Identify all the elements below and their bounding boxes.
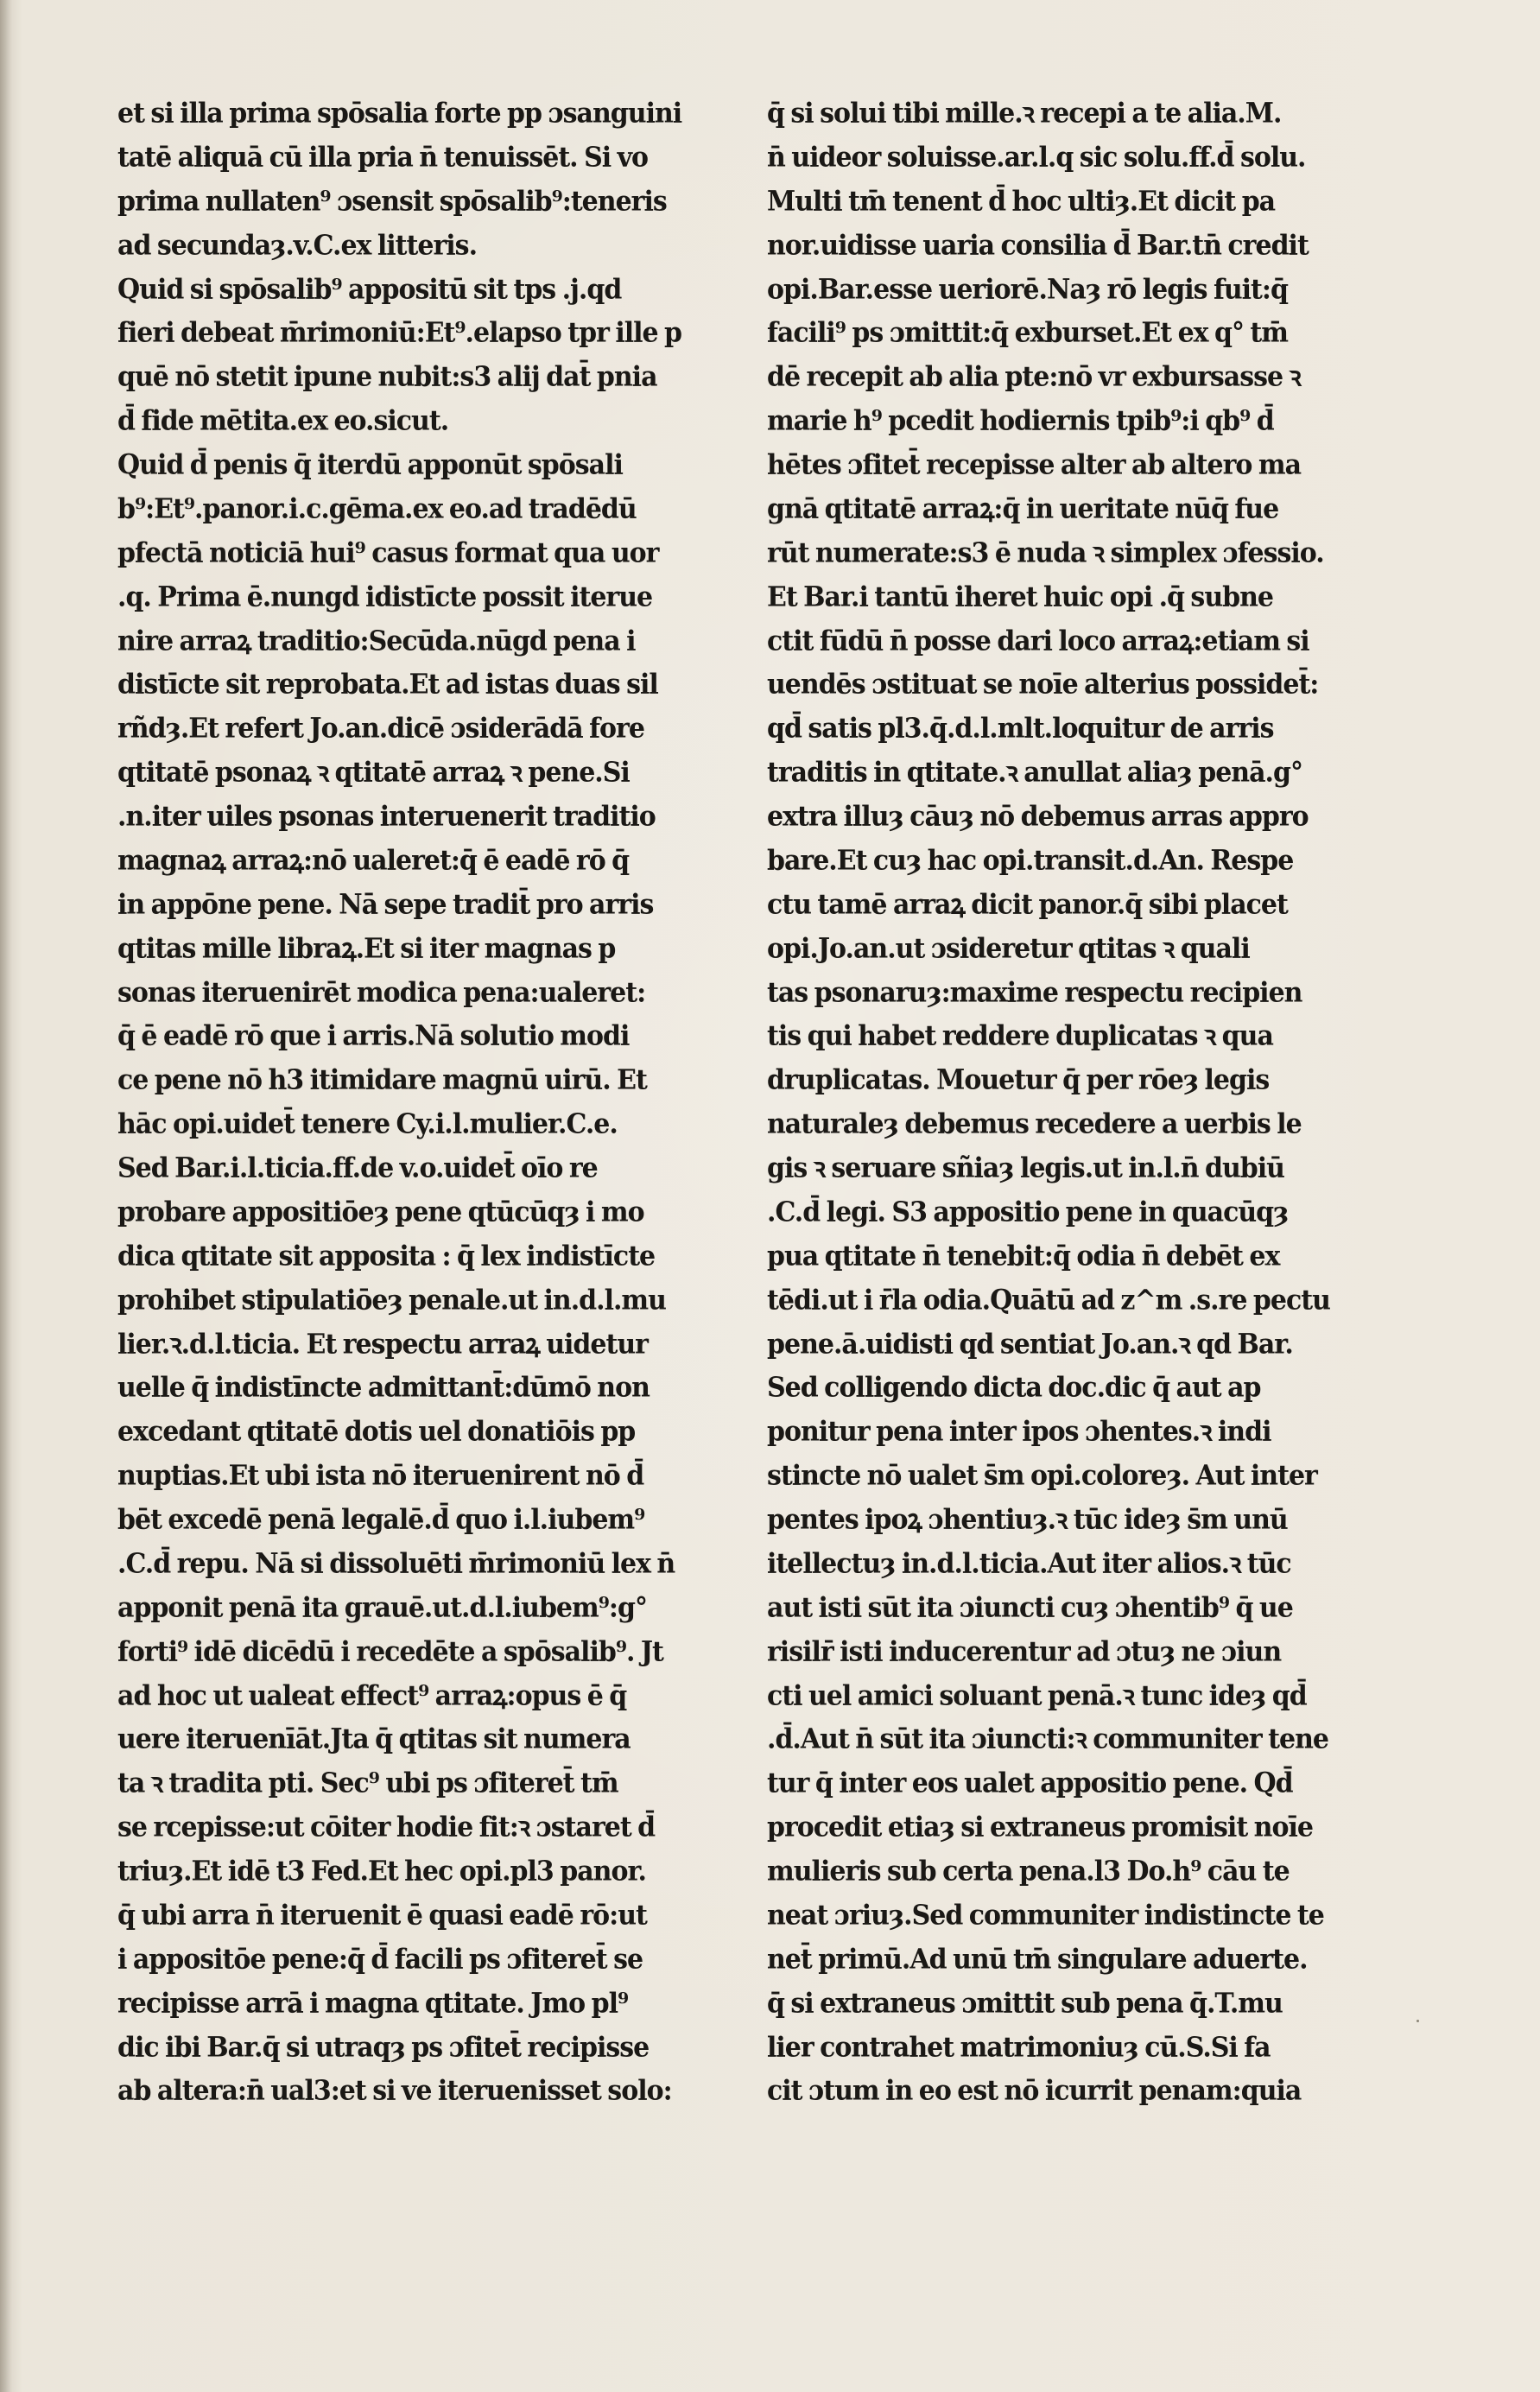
text-line: ponitur pena inter ipos ɔhentes.ꝛ indi <box>767 1416 1271 1449</box>
text-line: gnā qtitatē arraꝝ:q̄ in ueritate nūq̄ fue <box>767 492 1279 525</box>
text-line: nor.uidisse uaria consilia d̄ Bar.tn̄ credit <box>767 229 1309 262</box>
text-line: qtitas mille libraꝝ.Et si iter magnas p <box>117 932 616 965</box>
text-line: pene.ā.uidisti qd sentiat Jo.an.ꝛ qd Bar. <box>767 1328 1293 1361</box>
text-line: sonas iteruenirēt modica pena:ualeret: <box>117 976 646 1009</box>
text-line: .n.iter uiles psonas interuenerit traditio <box>117 801 656 833</box>
text-line: pentes ipoꝝ ɔhentiuȝ.ꝛ tūc ideȝ s̄m unū <box>767 1504 1288 1536</box>
text-line: ta ꝛ tradita pti. Sec⁹ ubi ps ɔfiteret̄ tm̄ <box>117 1767 618 1800</box>
text-line: dic ibi Bar.q̄ si utraqȝ ps ɔfitet̄ recipisse <box>117 2031 650 2064</box>
text-line: extra illuȝ cāuȝ nō debemus arras appro <box>767 801 1309 833</box>
text-line: opi.Bar.esse ueriorē.Naȝ rō legis fuit:q̄ <box>767 273 1288 306</box>
text-line: cit ɔtum in eo est nō icurrit penam:quia <box>767 2075 1302 2108</box>
text-line: magnaꝝ arraꝝ:nō ualeret:q̄ ē eadē rō q̄ <box>117 844 630 877</box>
text-line: aut isti sūt ita ɔiuncti cuȝ ɔhentib⁹ q̄ ue <box>767 1591 1293 1624</box>
text-line: quē nō stetit ipune nubit:s3 alij dat̄ pnia <box>117 361 657 394</box>
text-line: tatē aliquā cū illa pria n̄ tenuissēt. Si vo <box>117 141 649 174</box>
text-line: .C.d̄ legi. S3 appositio pene in quacūqȝ <box>767 1196 1289 1228</box>
text-line: Et Bar.i tantū iheret huic opi .q̄ subne <box>767 581 1274 613</box>
text-line: rūt numerate:s3 ē nuda ꝛ simplex ɔfessio. <box>767 536 1324 569</box>
text-line: pua qtitate n̄ tenebit:q̄ odia n̄ debēt ex <box>767 1240 1280 1272</box>
text-line: distīcte sit reprobata.Et ad istas duas sil <box>117 669 658 701</box>
text-line: facili⁹ ps ɔmittit:q̄ exburset.Et ex q° tm̄ <box>767 317 1289 350</box>
text-line: ctu tamē arraꝝ dicit panor.q̄ sibi placet <box>767 888 1288 921</box>
text-line: net̄ primū.Ad unū tm̄ singulare aduerte. <box>767 1943 1308 1976</box>
text-line: probare appositiōeȝ pene qtūcūqȝ i mo <box>117 1196 644 1228</box>
text-line: qd̄ satis pl3.q̄.d.l.mlt.loquitur de arris <box>767 713 1274 746</box>
text-line: neat ɔriuȝ.Sed communiter indistincte te <box>767 1899 1324 1932</box>
text-line: itellectuȝ in.d.l.ticia.Aut iter alios.ꝛ tūc <box>767 1547 1291 1580</box>
text-line: lier.ꝛ.d.l.ticia. Et respectu arraꝝ uidetur <box>117 1328 648 1361</box>
text-line: bare.Et cuȝ hac opi.transit.d.An. Respe <box>767 844 1294 877</box>
text-line: mulieris sub certa pena.l3 Do.h⁹ cāu te <box>767 1856 1290 1888</box>
text-line: lier contrahet matrimoniuȝ cū.S.Si fa <box>767 2031 1271 2064</box>
text-line: nuptias.Et ubi ista nō iteruenirent nō d̄ <box>117 1460 644 1492</box>
text-line: forti⁹ idē dicēdū i recedēte a spōsalib⁹. Jt <box>117 1635 663 1668</box>
text-line: qtitatē psonaꝝ ꝛ qtitatē arraꝝ ꝛ pene.Si <box>117 757 630 789</box>
text-line: stincte nō ualet s̄m opi.coloreȝ. Aut inter <box>767 1460 1317 1492</box>
text-line: uendēs ɔstituat se noīe alterius possidet̄: <box>767 669 1319 701</box>
text-line: rñdȝ.Et refert Jo.an.dicē ɔsiderādā fore <box>117 713 644 746</box>
text-line: hāc opi.uidet̄ tenere Cy.i.l.mulier.C.e. <box>117 1108 618 1140</box>
text-line: ad hoc ut ualeat effect⁹ arraꝝ:opus ē q̄ <box>117 1679 627 1712</box>
text-line: hētes ɔfitet̄ recepisse alter ab altero ma <box>767 449 1302 481</box>
text-line: bēt excedē penā legalē.d̄ quo i.l.iubem⁹ <box>117 1504 645 1536</box>
text-line: .C.d̄ repu. Nā si dissoluēti m̄rimoniū lex n̄ <box>117 1547 675 1580</box>
text-line: d̄ fide mētita.ex eo.sicut. <box>117 405 449 437</box>
text-line: b⁹:Et⁹.panor.i.c.gēma.ex eo.ad tradēdū <box>117 492 637 525</box>
text-line: Sed colligendo dicta doc.dic q̄ aut ap <box>767 1372 1261 1405</box>
text-line: et si illa prima spōsalia forte pp ɔsanguini <box>117 98 682 130</box>
text-line: q̄ si solui tibi mille.ꝛ recepi a te alia.M. <box>767 98 1282 130</box>
text-line: i appositōe pene:q̄ d̄ facili ps ɔfiteret̄ se <box>117 1943 643 1976</box>
text-line: ab altera:n̄ ual3:et si ve iteruenisset solo: <box>117 2075 672 2108</box>
text-line: uelle q̄ indistīncte admittant̄:dūmō non <box>117 1372 650 1405</box>
binding-shadow <box>0 0 12 2392</box>
text-line: risilr̄ isti inducerentur ad ɔtuȝ ne ɔiun <box>767 1635 1282 1668</box>
text-line: marie h⁹ pcedit hodiernis tpib⁹:i qb⁹ d̄ <box>767 405 1274 437</box>
text-line: tas psonaruȝ:maxime respectu recipien <box>767 976 1302 1009</box>
text-line: recipisse arrā i magna qtitate. Jmo pl⁹ <box>117 1987 629 2020</box>
text-line: traditis in qtitate.ꝛ anullat aliaȝ penā.g° <box>767 757 1302 789</box>
text-line: tis qui habet reddere duplicatas ꝛ qua <box>767 1020 1273 1053</box>
text-line: pfectā noticiā hui⁹ casus format qua uor <box>117 536 659 569</box>
text-line: cti uel amici soluant penā.ꝛ tunc ideȝ qd̄ <box>767 1679 1307 1712</box>
text-line: gis ꝛ seruare sñiaȝ legis.ut in.l.n̄ dubiū <box>767 1152 1284 1184</box>
text-line: .d̄.Aut n̄ sūt ita ɔiuncti:ꝛ communiter tene <box>767 1723 1329 1756</box>
text-line: se rcepisse:ut cōiter hodie fit:ꝛ ɔstaret d̄ <box>117 1811 656 1843</box>
text-line: dē recepit ab alia pte:nō vr exbursasse ꝛ <box>767 361 1301 394</box>
text-line: q̄ si extraneus ɔmittit sub pena q̄.T.mu <box>767 1987 1283 2020</box>
text-line: nire arraꝝ traditio:Secūda.nūgd pena i <box>117 625 636 657</box>
left-column <box>117 97 732 2110</box>
text-line: .q. Prima ē.nungd idistīcte possit iterue <box>117 581 653 613</box>
text-line: n̄ uideor soluisse.ar.l.q sic solu.ff.d̄ solu. <box>767 141 1306 174</box>
text-line: dica qtitate sit apposita : q̄ lex indistīcte <box>117 1240 656 1272</box>
text-line: apponit penā ita grauē.ut.d.l.iubem⁹:g° <box>117 1591 647 1624</box>
text-line: naturaleȝ debemus recedere a uerbis le <box>767 1108 1302 1140</box>
text-line: uere iteruenīāt.Jta q̄ qtitas sit numera <box>117 1723 631 1756</box>
text-line: opi.Jo.an.ut ɔsideretur qtitas ꝛ quali <box>767 932 1250 965</box>
text-line: tēdi.ut i r̄la odia.Quātū ad z^m .s.re pectu <box>767 1284 1330 1317</box>
text-line: Quid si spōsalib⁹ appositū sit tps .j.qd <box>117 273 622 306</box>
text-line: Quid d̄ penis q̄ iterdū apponūt spōsali <box>117 449 623 481</box>
right-column <box>767 97 1382 2110</box>
text-line: excedant qtitatē dotis uel donatiōis pp <box>117 1416 636 1449</box>
text-line: prohibet stipulatiōeȝ penale.ut in.d.l.mu <box>117 1284 666 1317</box>
text-line: q̄ ubi arra n̄ iteruenit ē quasi eadē rō:ut <box>117 1899 647 1932</box>
text-line: druplicatas. Mouetur q̄ per rōeȝ legis <box>767 1064 1270 1097</box>
text-line: q̄ ē eadē rō que i arris.Nā solutio modi <box>117 1020 630 1053</box>
text-line: procedit etiaȝ si extraneus promisit noīe <box>767 1811 1313 1843</box>
text-line: Multi tm̄ tenent d̄ hoc ultiȝ.Et dicit pa <box>767 185 1276 218</box>
text-line: triuȝ.Et idē t3 Fed.Et hec opi.pl3 panor. <box>117 1856 646 1888</box>
text-line: in appōne pene. Nā sepe tradit̄ pro arris <box>117 888 654 921</box>
text-line: fieri debeat m̄rimoniū:Et⁹.elapso tpr ille p <box>117 317 682 350</box>
text-line: prima nullaten⁹ ɔsensit spōsalib⁹:teneris <box>117 185 667 218</box>
text-line: ad secundaȝ.v.C.ex litteris. <box>117 229 478 262</box>
text-line: Sed Bar.i.l.ticia.ff.de v.o.uidet̄ oīo re <box>117 1152 598 1184</box>
text-line: ce pene nō h3 itimidare magnū uirū. Et <box>117 1064 647 1097</box>
margin-dot <box>1416 2020 1419 2022</box>
text-line: tur q̄ inter eos ualet appositio pene. Qd̄ <box>767 1767 1293 1800</box>
text-line: ctit fūdū n̄ posse dari loco arraꝝ:etiam si <box>767 625 1309 657</box>
